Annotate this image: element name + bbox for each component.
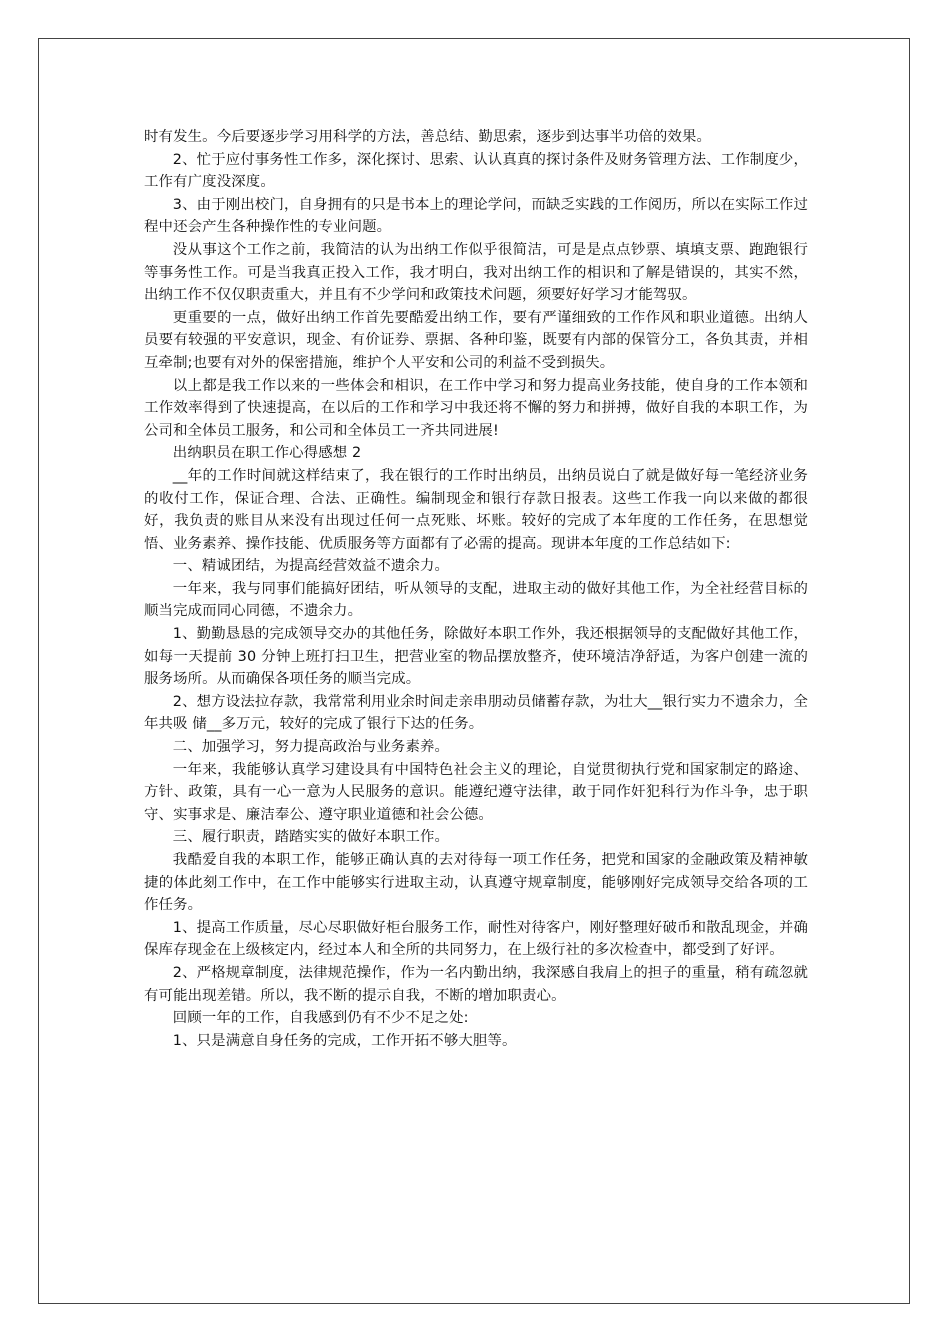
paragraph: 以上都是我工作以来的一些体会和相识，在工作中学习和努力提高业务技能，使自身的工作本领和工作效率得到了快速提高，在以后的工作和学习中我还将不懈的努力和拼搏，做好自我的本职工作，为公司和全体员工服务，和公司和全体员工一齐共同进展! (144, 377, 808, 439)
paragraph: 更重要的一点，做好出纳工作首先要酷爱出纳工作，要有严谨细致的工作作风和职业道德。出纳人员要有较强的平安意识，现金、有价证券、票据、各种印鉴，既要有内部的保管分工，各负其责，并相互牵制;也要有对外的保密措施，维护个人平安和公司的利益不受到损失。 (144, 309, 808, 371)
paragraph: 没从事这个工作之前，我简洁的认为出纳工作似乎很简洁，可是是点点钞票、填填支票、跑跑银行等事务性工作。可是当我真正投入工作，我才明白，我对出纳工作的相识和了解是错误的，其实不然，出纳工作不仅仅职责重大，并且有不少学问和政策技术问题，须要好好学习才能驾驭。 (144, 241, 808, 304)
paragraph: __年的工作时间就这样结束了，我在银行的工作时出纳员，出纳员说白了就是做好每一笔经济业务的收付工作，保证合理、合法、正确性。编制现金和银行存款日报表。这些工作我一向以来做的都很好，我负责的账目从来没有出现过任何一点死账、坏账。较好的完成了本年度的工作任务，在思想觉悟、业务素养、操作技能、优质服务等方面都有了必需的提高。现讲本年度的工作总结如下: (144, 467, 808, 552)
paragraph: 一、精诚团结，为提高经营效益不遗余力。 (172, 558, 450, 575)
paragraph: 1、勤勤恳恳的完成领导交办的其他任务，除做好本职工作外，我还根据领导的支配做好其他工作，如每一天提前 30 分钟上班打扫卫生，把营业室的物品摆放整齐，使环境洁净舒适，为客户创建一流的服务场所。从而确保各项任务的顺当完成。 (144, 626, 808, 688)
paragraph: 时有发生。今后要逐步学习用科学的方法，善总结、勤思索，逐步到达事半功倍的效果。 (144, 129, 712, 145)
paragraph: 二、加强学习，努力提高政治与业务素养。 (172, 739, 450, 756)
paragraph: 2、忙于应付事务性工作多，深化探讨、思索、认认真真的探讨条件及财务管理方法、工作制度少，工作有广度没深度。 (144, 151, 808, 191)
paragraph: 一年来，我能够认真学习建设具有中国特色社会主义的理论，自觉贯彻执行党和国家制定的路途、方针、政策，具有一心一意为人民服务的意识。能遵纪遵守法律，敢于同作奸犯科行为作斗争，忠于职守、实事求是、廉洁奉公、遵守职业道德和社会公德。 (144, 761, 808, 823)
paragraph: 1、只是满意自身任务的完成，工作开拓不够大胆等。 (172, 1032, 517, 1049)
paragraph: 我酷爱自我的本职工作，能够正确认真的去对待每一项工作任务，把党和国家的金融政策及精神敏捷的体此刻工作中，在工作中能够实行进取主动，认真遵守规章制度，能够刚好完成领导交给各项的工作任务。 (144, 852, 808, 914)
section-heading: 出纳职员在职工作心得感想 2 (172, 445, 362, 462)
paragraph: 回顾一年的工作，自我感到仍有不少不足之处: (172, 1010, 469, 1027)
paragraph: 一年来，我与同事们能搞好团结，听从领导的支配，进取主动的做好其他工作，为全社经营目标的顺当完成而同心同德，不遗余力。 (144, 580, 808, 620)
paragraph: 2、严格规章制度，法律规范操作，作为一名内勤出纳，我深感自我肩上的担子的重量，稍有疏忽就有可能出现差错。所以，我不断的提示自我，不断的增加职责心。 (144, 964, 808, 1004)
paragraph: 三、履行职责，踏踏实实的做好本职工作。 (172, 829, 450, 846)
paragraph: 2、想方设法拉存款，我常常利用业余时间走亲串朋动员储蓄存款，为壮大__银行实力不遗余力，全年共吸 储__多万元，较好的完成了银行下达的任务。 (144, 693, 808, 733)
paragraph: 1、提高工作质量，尽心尽职做好柜台服务工作，耐性对待客户，刚好整理好破币和散乱现金，并确保库存现金在上级核定内，经过本人和全所的共同努力，在上级行社的多次检查中，都受到了好评。 (144, 919, 808, 959)
document-body (144, 126, 808, 1052)
paragraph: 3、由于刚出校门，自身拥有的只是书本上的理论学问，而缺乏实践的工作阅历，所以在实际工作过程中还会产生各种操作性的专业问题。 (144, 196, 808, 236)
